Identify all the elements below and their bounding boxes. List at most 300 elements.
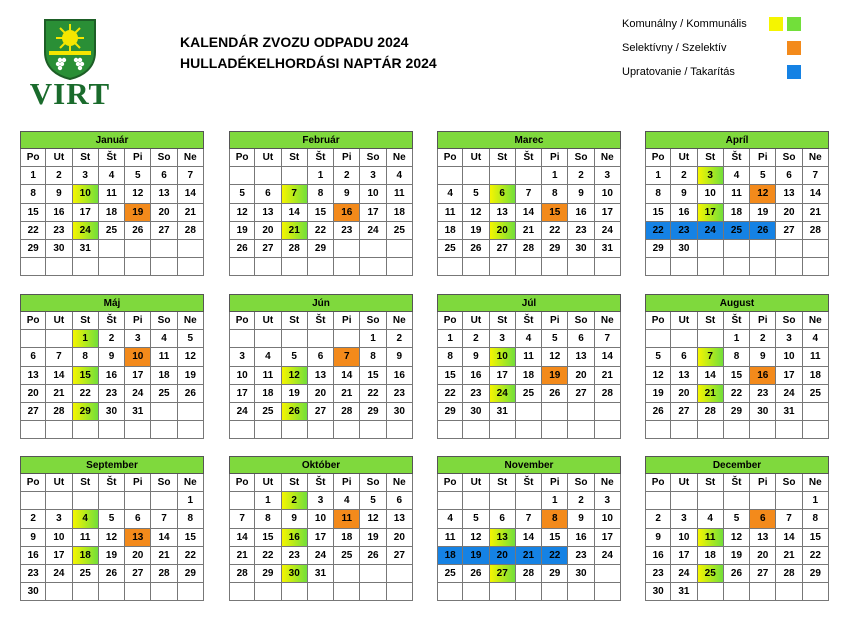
empty-cell <box>776 240 802 258</box>
month-title: August <box>645 294 829 312</box>
day-cell: 9 <box>334 185 360 203</box>
day-cell: 19 <box>229 222 255 240</box>
empty-cell <box>46 492 72 510</box>
legend-item-selekt <box>622 38 842 58</box>
weekday-header: Št <box>516 474 542 492</box>
day-cell: 31 <box>125 403 151 421</box>
day-cell: 23 <box>671 222 697 240</box>
empty-cell <box>803 421 829 439</box>
weekday-header: Ne <box>803 312 829 330</box>
day-cell: 6 <box>568 330 594 348</box>
day-cell: 15 <box>308 204 334 222</box>
empty-cell <box>308 583 334 601</box>
day-cell: 14 <box>595 348 621 366</box>
weekday-header: Po <box>437 312 463 330</box>
coat-of-arms-icon <box>43 18 97 80</box>
day-cell: 7 <box>229 510 255 528</box>
day-cell: 9 <box>671 185 697 203</box>
day-cell: 11 <box>516 348 542 366</box>
empty-cell <box>463 167 489 185</box>
day-cell: 30 <box>387 403 413 421</box>
legend-swatch-orange <box>787 41 801 55</box>
day-cell: 21 <box>698 385 724 403</box>
day-cell: 17 <box>595 204 621 222</box>
empty-cell <box>178 583 204 601</box>
month-title: Apríl <box>645 131 829 149</box>
day-cell: 4 <box>516 330 542 348</box>
empty-cell <box>99 492 125 510</box>
day-cell: 15 <box>360 367 386 385</box>
weekday-header: Ne <box>803 149 829 167</box>
weekday-header: Po <box>437 474 463 492</box>
day-cell: 30 <box>46 240 72 258</box>
day-cell: 17 <box>229 385 255 403</box>
empty-cell <box>463 583 489 601</box>
weekday-header: Ne <box>178 312 204 330</box>
day-cell: 17 <box>73 204 99 222</box>
weekday-header: Ut <box>255 312 281 330</box>
day-cell: 28 <box>516 240 542 258</box>
empty-cell <box>151 403 177 421</box>
day-cell: 9 <box>20 529 46 547</box>
day-cell: 25 <box>724 222 750 240</box>
month-oktober <box>229 456 413 601</box>
day-cell: 23 <box>282 547 308 565</box>
weekday-header: Pi <box>750 312 776 330</box>
day-cell: 13 <box>671 367 697 385</box>
day-cell: 8 <box>724 348 750 366</box>
day-cell: 9 <box>387 348 413 366</box>
empty-cell <box>178 403 204 421</box>
empty-cell <box>282 583 308 601</box>
day-cell: 6 <box>490 185 516 203</box>
weekday-header: St <box>282 474 308 492</box>
empty-cell <box>724 583 750 601</box>
weekday-header: Po <box>229 312 255 330</box>
day-cell: 6 <box>776 167 802 185</box>
month-grid <box>229 312 413 439</box>
day-cell: 29 <box>73 403 99 421</box>
day-cell: 7 <box>516 510 542 528</box>
day-cell: 19 <box>125 204 151 222</box>
day-cell: 11 <box>724 185 750 203</box>
day-cell: 18 <box>803 367 829 385</box>
day-cell: 26 <box>542 385 568 403</box>
empty-cell <box>437 492 463 510</box>
day-cell: 19 <box>360 529 386 547</box>
day-cell: 19 <box>724 547 750 565</box>
day-cell: 24 <box>73 222 99 240</box>
day-cell: 1 <box>20 167 46 185</box>
day-cell: 22 <box>255 547 281 565</box>
day-cell: 17 <box>490 367 516 385</box>
legend-label-komunal: Komunálny / Kommunális <box>622 18 747 30</box>
day-cell: 30 <box>671 240 697 258</box>
day-cell: 2 <box>671 167 697 185</box>
day-cell: 5 <box>125 167 151 185</box>
day-cell: 10 <box>698 185 724 203</box>
weekday-header: Ut <box>463 474 489 492</box>
day-cell: 22 <box>724 385 750 403</box>
day-cell: 5 <box>463 185 489 203</box>
day-cell: 15 <box>542 204 568 222</box>
day-cell: 7 <box>698 348 724 366</box>
empty-cell <box>282 258 308 276</box>
day-cell: 7 <box>282 185 308 203</box>
empty-cell <box>516 492 542 510</box>
day-cell: 8 <box>73 348 99 366</box>
day-cell: 19 <box>178 367 204 385</box>
day-cell: 21 <box>776 547 802 565</box>
empty-cell <box>645 258 671 276</box>
day-cell: 3 <box>776 330 802 348</box>
day-cell: 16 <box>671 204 697 222</box>
day-cell: 1 <box>803 492 829 510</box>
day-cell: 7 <box>151 510 177 528</box>
day-cell: 20 <box>308 385 334 403</box>
day-cell: 1 <box>542 492 568 510</box>
empty-cell <box>229 258 255 276</box>
day-cell: 13 <box>387 510 413 528</box>
empty-cell <box>73 421 99 439</box>
empty-cell <box>568 258 594 276</box>
day-cell: 23 <box>750 385 776 403</box>
day-cell: 7 <box>178 167 204 185</box>
weekday-header: Št <box>724 474 750 492</box>
day-cell: 30 <box>645 583 671 601</box>
empty-cell <box>437 421 463 439</box>
weekday-header: St <box>282 312 308 330</box>
day-cell: 2 <box>750 330 776 348</box>
day-cell: 26 <box>750 222 776 240</box>
day-cell: 7 <box>46 348 72 366</box>
month-title: Júl <box>437 294 621 312</box>
day-cell: 4 <box>73 510 99 528</box>
empty-cell <box>776 421 802 439</box>
empty-cell <box>229 330 255 348</box>
day-cell: 10 <box>308 510 334 528</box>
day-cell: 1 <box>437 330 463 348</box>
day-cell: 10 <box>229 367 255 385</box>
month-grid <box>437 474 621 601</box>
empty-cell <box>46 583 72 601</box>
day-cell: 12 <box>360 510 386 528</box>
weekday-header: So <box>568 312 594 330</box>
day-cell: 21 <box>516 547 542 565</box>
weekday-header: St <box>698 312 724 330</box>
weekday-header: Pi <box>334 312 360 330</box>
day-cell: 27 <box>568 385 594 403</box>
weekday-header: Po <box>437 149 463 167</box>
weekday-header: Pi <box>125 474 151 492</box>
day-cell: 3 <box>229 348 255 366</box>
empty-cell <box>387 421 413 439</box>
empty-cell <box>645 492 671 510</box>
day-cell: 1 <box>542 167 568 185</box>
empty-cell <box>255 258 281 276</box>
day-cell: 15 <box>437 367 463 385</box>
day-cell: 23 <box>645 565 671 583</box>
day-cell: 25 <box>437 240 463 258</box>
weekday-header: Ne <box>595 474 621 492</box>
day-cell: 9 <box>750 348 776 366</box>
weekday-header: Po <box>645 149 671 167</box>
day-cell: 1 <box>360 330 386 348</box>
day-cell: 23 <box>568 547 594 565</box>
day-cell: 26 <box>99 565 125 583</box>
empty-cell <box>46 258 72 276</box>
empty-cell <box>308 330 334 348</box>
day-cell: 1 <box>645 167 671 185</box>
empty-cell <box>568 583 594 601</box>
day-cell: 18 <box>255 385 281 403</box>
day-cell: 28 <box>151 565 177 583</box>
day-cell: 12 <box>645 367 671 385</box>
village-logo <box>22 18 118 110</box>
day-cell: 4 <box>151 330 177 348</box>
empty-cell <box>490 421 516 439</box>
day-cell: 16 <box>282 529 308 547</box>
day-cell: 18 <box>73 547 99 565</box>
empty-cell <box>776 492 802 510</box>
day-cell: 30 <box>750 403 776 421</box>
month-grid <box>229 149 413 276</box>
day-cell: 5 <box>750 167 776 185</box>
month-title: Jún <box>229 294 413 312</box>
weekday-header: So <box>151 474 177 492</box>
day-cell: 14 <box>178 185 204 203</box>
empty-cell <box>803 583 829 601</box>
day-cell: 9 <box>99 348 125 366</box>
day-cell: 31 <box>595 240 621 258</box>
day-cell: 10 <box>125 348 151 366</box>
day-cell: 21 <box>803 204 829 222</box>
day-cell: 10 <box>46 529 72 547</box>
weekday-header: So <box>776 474 802 492</box>
day-cell: 29 <box>178 565 204 583</box>
legend-swatch-blue <box>787 65 801 79</box>
day-cell: 11 <box>99 185 125 203</box>
weekday-header: Št <box>99 312 125 330</box>
empty-cell <box>73 583 99 601</box>
month-januar <box>20 131 204 276</box>
day-cell: 26 <box>463 240 489 258</box>
day-cell: 24 <box>776 385 802 403</box>
weekday-header: Po <box>229 149 255 167</box>
day-cell: 4 <box>255 348 281 366</box>
day-cell: 22 <box>178 547 204 565</box>
day-cell: 27 <box>255 240 281 258</box>
day-cell: 4 <box>724 167 750 185</box>
day-cell: 16 <box>387 367 413 385</box>
day-cell: 2 <box>645 510 671 528</box>
day-cell: 2 <box>99 330 125 348</box>
empty-cell <box>151 492 177 510</box>
day-cell: 18 <box>516 367 542 385</box>
empty-cell <box>595 421 621 439</box>
day-cell: 28 <box>229 565 255 583</box>
empty-cell <box>490 258 516 276</box>
empty-cell <box>334 258 360 276</box>
day-cell: 16 <box>463 367 489 385</box>
day-cell: 15 <box>542 529 568 547</box>
day-cell: 15 <box>724 367 750 385</box>
empty-cell <box>282 330 308 348</box>
month-jun <box>229 294 413 439</box>
empty-cell <box>490 492 516 510</box>
empty-cell <box>125 258 151 276</box>
empty-cell <box>20 421 46 439</box>
day-cell: 25 <box>334 547 360 565</box>
weekday-header: So <box>360 312 386 330</box>
day-cell: 29 <box>308 240 334 258</box>
empty-cell <box>334 330 360 348</box>
weekday-header: Ne <box>595 312 621 330</box>
day-cell: 13 <box>776 185 802 203</box>
day-cell: 2 <box>568 167 594 185</box>
day-cell: 23 <box>99 385 125 403</box>
weekday-header: Pi <box>334 149 360 167</box>
day-cell: 17 <box>698 204 724 222</box>
empty-cell <box>151 421 177 439</box>
empty-cell <box>542 583 568 601</box>
day-cell: 30 <box>568 240 594 258</box>
weekday-header: So <box>568 149 594 167</box>
day-cell: 19 <box>282 385 308 403</box>
day-cell: 22 <box>645 222 671 240</box>
empty-cell <box>46 421 72 439</box>
empty-cell <box>151 240 177 258</box>
weekday-header: Pi <box>750 149 776 167</box>
day-cell: 1 <box>255 492 281 510</box>
day-cell: 6 <box>490 510 516 528</box>
day-cell: 25 <box>437 565 463 583</box>
day-cell: 17 <box>595 529 621 547</box>
empty-cell <box>490 167 516 185</box>
day-cell: 16 <box>750 367 776 385</box>
day-cell: 28 <box>595 385 621 403</box>
day-cell: 31 <box>671 583 697 601</box>
empty-cell <box>568 403 594 421</box>
empty-cell <box>724 421 750 439</box>
day-cell: 11 <box>334 510 360 528</box>
day-cell: 24 <box>595 222 621 240</box>
empty-cell <box>360 258 386 276</box>
empty-cell <box>568 421 594 439</box>
day-cell: 29 <box>645 240 671 258</box>
day-cell: 20 <box>255 222 281 240</box>
weekday-header: Po <box>20 149 46 167</box>
day-cell: 16 <box>334 204 360 222</box>
day-cell: 20 <box>490 547 516 565</box>
weekday-header: Št <box>308 149 334 167</box>
empty-cell <box>125 421 151 439</box>
day-cell: 16 <box>99 367 125 385</box>
day-cell: 26 <box>463 565 489 583</box>
empty-cell <box>516 583 542 601</box>
empty-cell <box>20 330 46 348</box>
day-cell: 15 <box>645 204 671 222</box>
empty-cell <box>178 421 204 439</box>
day-cell: 13 <box>255 204 281 222</box>
day-cell: 8 <box>437 348 463 366</box>
month-grid <box>229 474 413 601</box>
day-cell: 24 <box>490 385 516 403</box>
empty-cell <box>229 583 255 601</box>
empty-cell <box>698 330 724 348</box>
weekday-header: Ne <box>387 474 413 492</box>
day-cell: 5 <box>724 510 750 528</box>
weekday-header: Št <box>516 312 542 330</box>
day-cell: 27 <box>20 403 46 421</box>
weekday-header: Po <box>20 312 46 330</box>
day-cell: 31 <box>776 403 802 421</box>
empty-cell <box>360 240 386 258</box>
empty-cell <box>99 421 125 439</box>
title-hungarian: HULLADÉKELHORDÁSI NAPTÁR 2024 <box>180 55 437 71</box>
weekday-header: Ne <box>595 149 621 167</box>
weekday-header: So <box>151 312 177 330</box>
day-cell: 23 <box>20 565 46 583</box>
legend-label-upratov: Upratovanie / Takarítás <box>622 66 735 78</box>
day-cell: 16 <box>46 204 72 222</box>
day-cell: 11 <box>151 348 177 366</box>
day-cell: 14 <box>516 204 542 222</box>
day-cell: 17 <box>671 547 697 565</box>
month-title: Január <box>20 131 204 149</box>
day-cell: 20 <box>568 367 594 385</box>
day-cell: 31 <box>73 240 99 258</box>
day-cell: 3 <box>698 167 724 185</box>
month-title: November <box>437 456 621 474</box>
day-cell: 29 <box>360 403 386 421</box>
weekday-header: Po <box>645 312 671 330</box>
month-grid <box>645 312 829 439</box>
day-cell: 8 <box>20 185 46 203</box>
day-cell: 6 <box>20 348 46 366</box>
empty-cell <box>334 421 360 439</box>
day-cell: 3 <box>490 330 516 348</box>
weekday-header: St <box>490 149 516 167</box>
weekday-header: St <box>73 149 99 167</box>
day-cell: 6 <box>125 510 151 528</box>
day-cell: 5 <box>645 348 671 366</box>
day-cell: 7 <box>776 510 802 528</box>
month-title: Október <box>229 456 413 474</box>
day-cell: 21 <box>516 222 542 240</box>
day-cell: 18 <box>387 204 413 222</box>
day-cell: 28 <box>516 565 542 583</box>
empty-cell <box>724 258 750 276</box>
weekday-header: So <box>568 474 594 492</box>
weekday-header: Št <box>516 149 542 167</box>
weekday-header: Po <box>645 474 671 492</box>
month-marec <box>437 131 621 276</box>
day-cell: 15 <box>20 204 46 222</box>
empty-cell <box>490 583 516 601</box>
day-cell: 27 <box>387 547 413 565</box>
day-cell: 3 <box>308 492 334 510</box>
weekday-header: Št <box>308 312 334 330</box>
title-slovak: KALENDÁR ZVOZU ODPADU 2024 <box>180 34 409 50</box>
weekday-header: Ut <box>255 474 281 492</box>
day-cell: 29 <box>255 565 281 583</box>
day-cell: 12 <box>542 348 568 366</box>
day-cell: 2 <box>463 330 489 348</box>
day-cell: 21 <box>334 385 360 403</box>
day-cell: 14 <box>282 204 308 222</box>
day-cell: 28 <box>334 403 360 421</box>
